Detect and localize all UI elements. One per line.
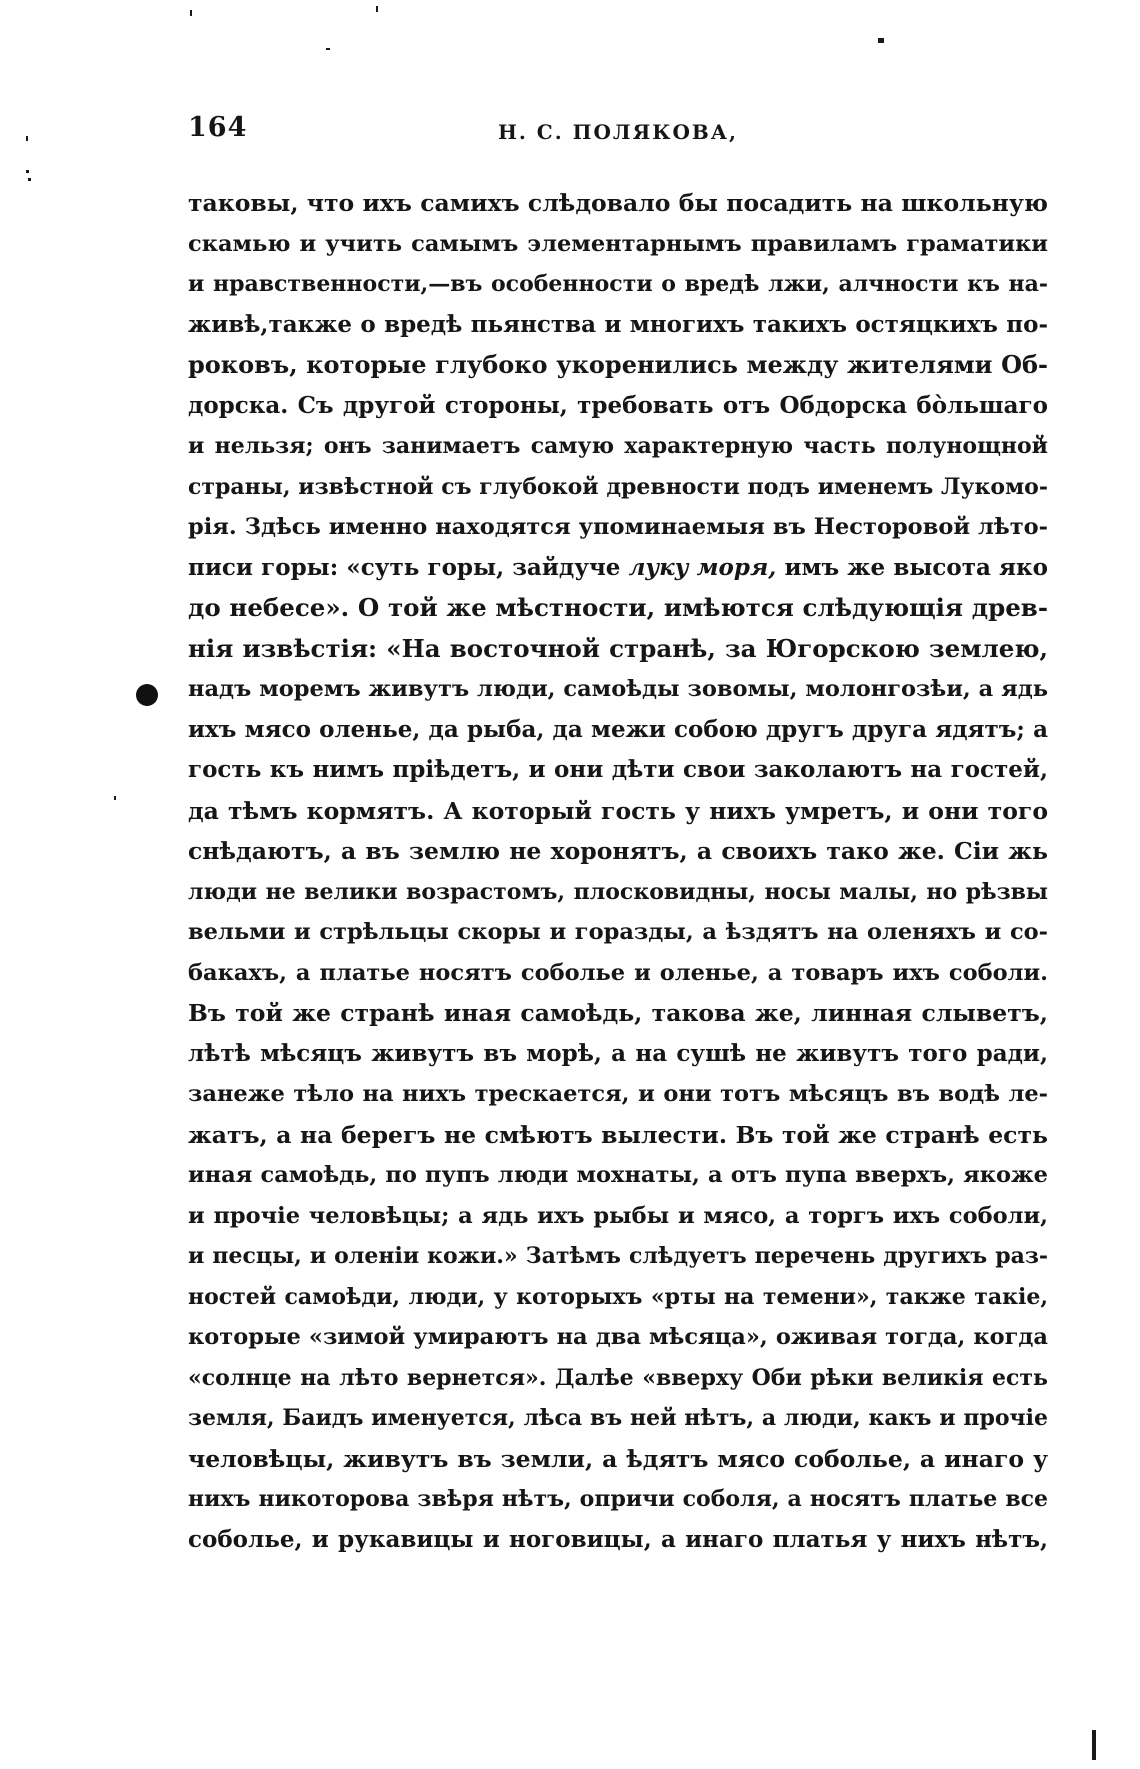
text-line: занеже тѣло на нихъ трескается, и они тотъ мѣсяцъ въ водѣ ле- bbox=[188, 1081, 1048, 1107]
text-line: роковъ, которые глубоко укоренились между жителями Об- bbox=[188, 350, 1048, 379]
text-line-with-italic bbox=[188, 548, 1048, 589]
scan-speck bbox=[1092, 1730, 1096, 1760]
text-line: человѣцы, живутъ въ земли, а ѣдятъ мясо соболье, а инаго у bbox=[188, 1444, 1048, 1473]
text-line: «солнце на лѣто вернется». Далѣе «вверху Оби рѣки великія есть bbox=[188, 1364, 1048, 1391]
text-line: земля, Баидъ именуется, лѣса въ ней нѣтъ, а люди, какъ и прочіе bbox=[188, 1405, 1048, 1431]
scan-speck bbox=[26, 170, 29, 173]
text-line: живѣ,также о вредѣ пьянства и многихъ такихъ остяцкихъ по- bbox=[188, 310, 1048, 338]
text-line: до небесе». О той же мѣстности, имѣются слѣдующія древ- bbox=[188, 593, 1048, 622]
text-line: лѣтѣ мѣсяцъ живутъ въ морѣ, а на сушѣ не живутъ того ради, bbox=[188, 1039, 1048, 1067]
text-line: ностей самоѣди, люди, у которыхъ «рты на темени», также такіе, bbox=[188, 1283, 1048, 1310]
margin-dot-mark bbox=[136, 684, 158, 706]
body-text bbox=[188, 183, 1048, 1560]
text-line: нія извѣстія: «На восточной странѣ, за Югорскою землею, bbox=[188, 633, 1048, 663]
scan-speck bbox=[326, 48, 330, 50]
text-line: дорска. Съ другой стороны, требовать отъ Обдорска бо̀льшаго bbox=[188, 391, 1048, 419]
text-line: скамью и учить самымъ элементарнымъ правиламъ граматики bbox=[188, 230, 1048, 257]
text-line: ихъ мясо оленье, да рыба, да межи собою другъ друга ядятъ; а bbox=[188, 715, 1048, 743]
scan-speck bbox=[28, 178, 31, 181]
text-line: таковы, что ихъ самихъ слѣдовало бы посадить на школьную bbox=[188, 189, 1048, 217]
scan-speck bbox=[190, 10, 192, 16]
text-line: рія. Здѣсь именно находятся упоминаемыя въ Несторовой лѣто- bbox=[188, 514, 1048, 540]
text-line: Въ той же странѣ иная самоѣдь, такова же, линная слыветъ, bbox=[188, 999, 1048, 1027]
text-line: да тѣмъ кормятъ. А который гость у нихъ умретъ, и они того bbox=[188, 796, 1048, 825]
text-line: бакахъ, а платье носятъ соболье и оленье, а товаръ ихъ соболи. bbox=[188, 959, 1048, 986]
scan-speck bbox=[878, 38, 884, 43]
text-line: люди не велики возрастомъ, плосковидны, носы малы, но рѣзвы bbox=[188, 878, 1048, 905]
text-line: надъ моремъ живутъ люди, самоѣды зовомы, молонгозѣи, а ядь bbox=[188, 676, 1048, 702]
text-line: соболье, и рукавицы и ноговицы, а инаго платья у нихъ нѣтъ, bbox=[188, 1525, 1048, 1553]
text-line: и нравственности,—въ особенности о вредѣ лжи, алчности къ на- bbox=[188, 271, 1048, 297]
page-number: 164 bbox=[188, 112, 248, 143]
text-line: и прочіе человѣцы; а ядь ихъ рыбы и мясо, а торгъ ихъ соболи, bbox=[188, 1202, 1048, 1229]
text-line: вельми и стрѣльцы скоры и горазды, а ѣздятъ на оленяхъ и со- bbox=[188, 919, 1048, 945]
text-line: жатъ, а на берегъ не смѣютъ вылести. Въ той же странѣ есть bbox=[188, 1120, 1048, 1149]
running-head-title: Н. С. ПОЛЯКОВА, bbox=[497, 120, 739, 144]
text-segment: имъ же высота яко bbox=[776, 553, 1048, 581]
text-line: и песцы, и оленіи кожи.» Затѣмъ слѣдуетъ перечень другихъ раз- bbox=[188, 1243, 1048, 1269]
italic-phrase: луку моря, bbox=[628, 553, 777, 581]
text-segment: писи горы: «суть горы, зайдуче bbox=[188, 553, 629, 581]
scan-speck bbox=[114, 796, 116, 800]
text-line: страны, извѣстной съ глубокой древности подъ именемъ Лукомо- bbox=[188, 473, 1048, 500]
scan-speck bbox=[26, 136, 28, 141]
text-line: которые «зимой умираютъ на два мѣсяца», оживая тогда, когда bbox=[188, 1324, 1048, 1350]
text-line: иная самоѣдь, по пупъ люди мохнаты, а отъ пупа вверхъ, якоже bbox=[188, 1162, 1048, 1188]
running-head bbox=[188, 112, 1048, 152]
text-line: снѣдаютъ, а въ землю не хоронятъ, а своихъ тако же. Сіи жь bbox=[188, 837, 1048, 865]
text-line: гость къ нимъ пріѣдетъ, и они дѣти свои заколаютъ на гостей, bbox=[188, 756, 1048, 783]
scan-speck bbox=[376, 6, 378, 12]
text-line: и нельзя; онъ занимаетъ самую характерную часть полунощной bbox=[188, 433, 1048, 459]
text-line: нихъ никоторова звѣря нѣтъ, опричи соболя, а носятъ платье все bbox=[188, 1486, 1048, 1512]
